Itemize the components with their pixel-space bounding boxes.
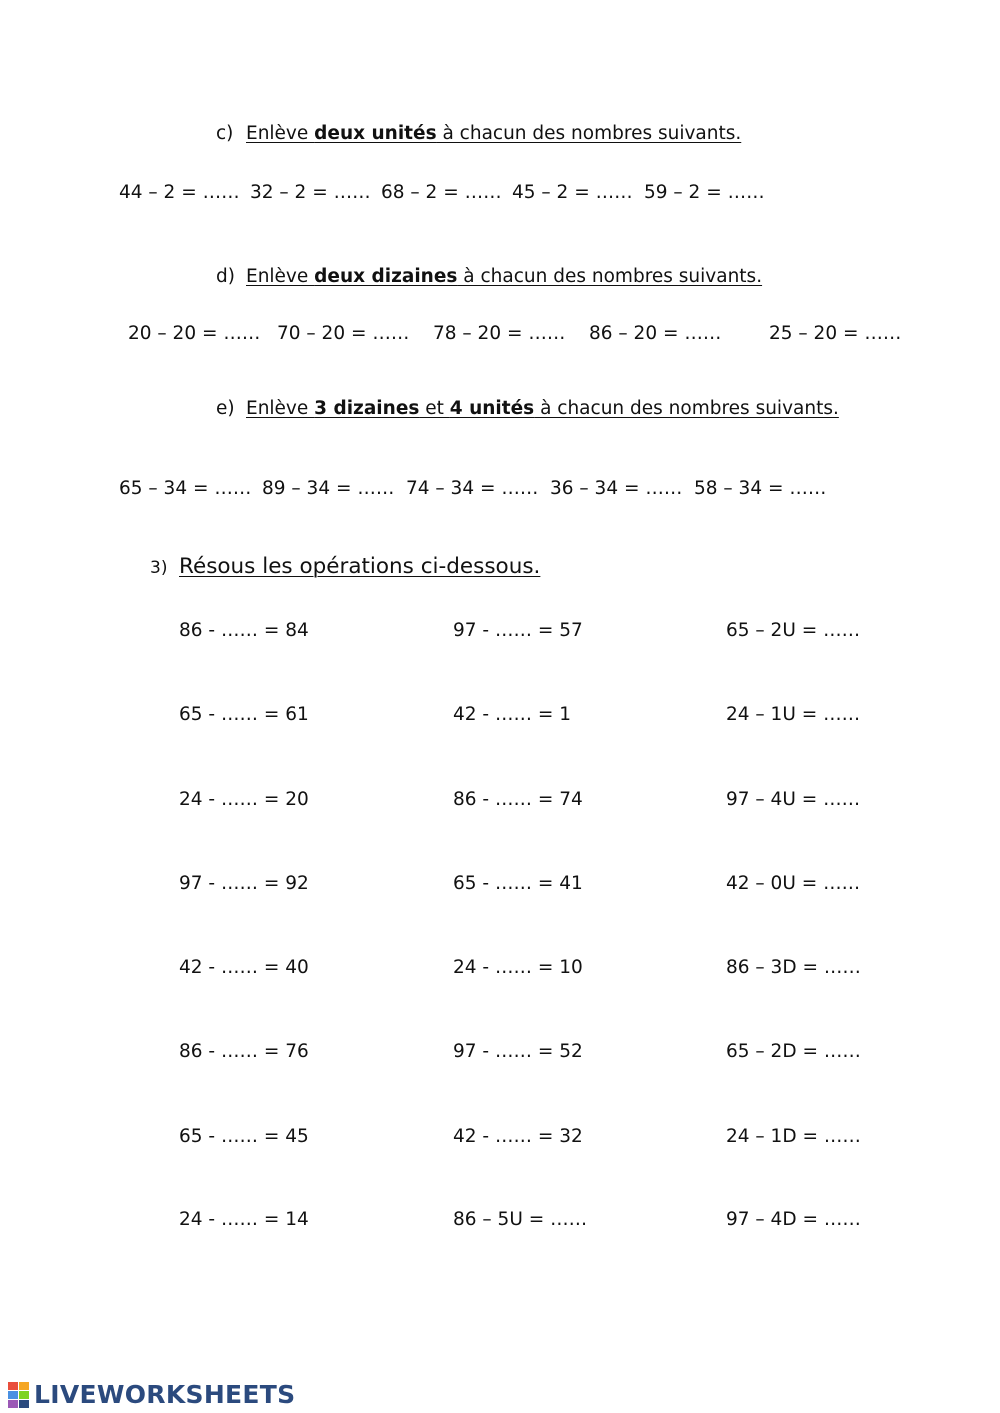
exercise-d-1: 20 – 20 = …… (128, 323, 261, 344)
exercise-e-1: 65 – 34 = …… (119, 478, 252, 499)
exercise-d-5: 25 – 20 = …… (769, 323, 902, 344)
operation-c1-r5: 42 - …… = 40 (179, 957, 309, 978)
operation-c1-r2: 65 - …… = 61 (179, 704, 309, 725)
instruction-c-letter: c) (216, 123, 234, 144)
liveworksheets-logo[interactable] (8, 1380, 295, 1410)
instruction-d-text-after: à chacun des nombres suivants. (457, 266, 763, 287)
instruction-e-letter: e) (216, 398, 235, 419)
exercise-c-2: 32 – 2 = …… (250, 182, 371, 203)
instruction-e-bold-1: 3 dizaines (314, 398, 420, 419)
instruction-c-text-after: à chacun des nombres suivants. (436, 123, 742, 144)
exercise-e-4: 36 – 34 = …… (550, 478, 683, 499)
section-3-title: Résous les opérations ci-dessous. (179, 554, 541, 579)
operation-c3-r5: 86 – 3D = …… (726, 957, 861, 978)
operation-c2-r7: 42 - …… = 32 (453, 1126, 583, 1147)
operation-c2-r1: 97 - …… = 57 (453, 620, 583, 641)
operation-c3-r6: 65 – 2D = …… (726, 1041, 861, 1062)
operation-c1-r7: 65 - …… = 45 (179, 1126, 309, 1147)
exercise-c-4: 45 – 2 = …… (512, 182, 633, 203)
operation-c3-r2: 24 – 1U = …… (726, 704, 861, 725)
operation-c3-r8: 97 – 4D = …… (726, 1209, 861, 1230)
operation-c3-r3: 97 – 4U = …… (726, 789, 861, 810)
exercise-e-3: 74 – 34 = …… (406, 478, 539, 499)
instruction-d-text-before: Enlève (246, 266, 315, 287)
exercise-d-2: 70 – 20 = …… (277, 323, 410, 344)
operation-c3-r7: 24 – 1D = …… (726, 1126, 861, 1147)
operation-c2-r8: 86 – 5U = …… (453, 1209, 588, 1230)
instruction-c-text-before: Enlève (246, 123, 315, 144)
operation-c1-r8: 24 - …… = 14 (179, 1209, 309, 1230)
exercise-c-1: 44 – 2 = …… (119, 182, 240, 203)
operation-c3-r1: 65 – 2U = …… (726, 620, 861, 641)
operation-c2-r4: 65 - …… = 41 (453, 873, 583, 894)
operation-c2-r5: 24 - …… = 10 (453, 957, 583, 978)
operation-c2-r2: 42 - …… = 1 (453, 704, 572, 725)
operation-c1-r1: 86 - …… = 84 (179, 620, 309, 641)
instruction-e-text-middle: et (419, 398, 450, 419)
liveworksheets-logo-icon (8, 1382, 30, 1408)
operation-c3-r4: 42 – 0U = …… (726, 873, 861, 894)
section-3-number: 3) (150, 558, 168, 578)
exercise-c-3: 68 – 2 = …… (381, 182, 502, 203)
instruction-d-bold: deux dizaines (314, 266, 458, 287)
operation-c2-r6: 97 - …… = 52 (453, 1041, 583, 1062)
instruction-d-letter: d) (216, 266, 235, 287)
operation-c2-r3: 86 - …… = 74 (453, 789, 583, 810)
exercise-c-5: 59 – 2 = …… (644, 182, 765, 203)
exercise-e-2: 89 – 34 = …… (262, 478, 395, 499)
instruction-e-bold-2: 4 unités (449, 398, 535, 419)
exercise-d-4: 86 – 20 = …… (589, 323, 722, 344)
exercise-e-5: 58 – 34 = …… (694, 478, 827, 499)
instruction-c-bold: deux unités (314, 123, 437, 144)
instruction-e-text-after: à chacun des nombres suivants. (534, 398, 839, 419)
operation-c1-r3: 24 - …… = 20 (179, 789, 309, 810)
operation-c1-r4: 97 - …… = 92 (179, 873, 309, 894)
liveworksheets-logo-text: LIVEWORKSHEETS (34, 1380, 296, 1409)
instruction-e-text-before: Enlève (246, 398, 315, 419)
operation-c1-r6: 86 - …… = 76 (179, 1041, 309, 1062)
exercise-d-3: 78 – 20 = …… (433, 323, 566, 344)
